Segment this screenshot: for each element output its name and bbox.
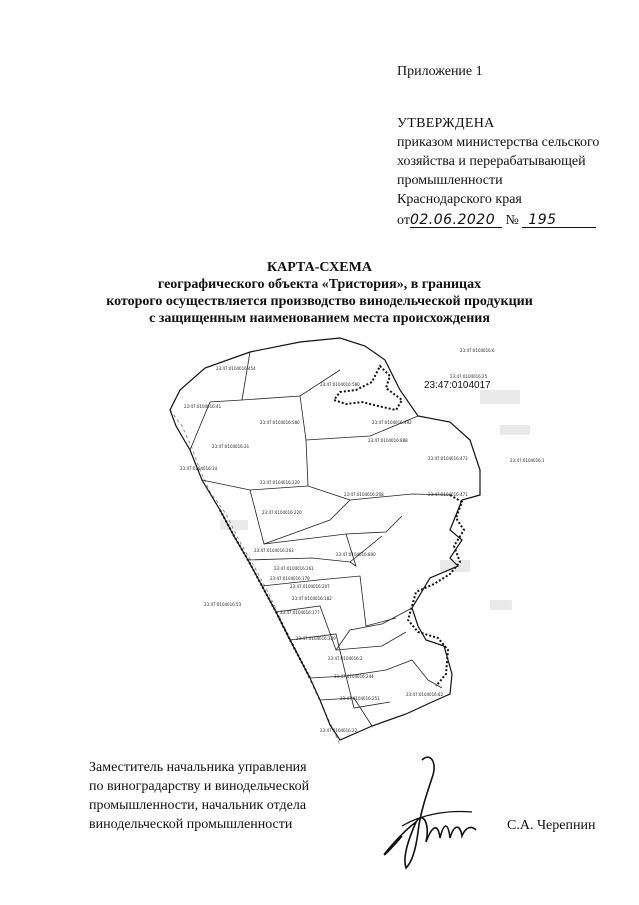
position-line-1: Заместитель начальника управления bbox=[89, 760, 307, 775]
approval-line-4: Краснодарского края bbox=[397, 192, 522, 207]
svg-text:23:47:0104016:220: 23:47:0104016:220 bbox=[262, 510, 302, 515]
number-prefix: № bbox=[505, 213, 519, 228]
svg-text:23:47:0104016:329: 23:47:0104016:329 bbox=[296, 636, 336, 641]
order-date: 02.06.2020 bbox=[410, 213, 502, 228]
parcel-lines bbox=[190, 352, 450, 726]
parcel-labels bbox=[180, 348, 545, 733]
svg-text:23:47:0104016:6: 23:47:0104016:6 bbox=[460, 348, 495, 353]
dotted-contour-right bbox=[408, 495, 464, 686]
svg-text:23:47:0104016:580: 23:47:0104016:580 bbox=[260, 420, 300, 425]
outer-boundary bbox=[170, 338, 480, 740]
svg-text:23:47:0104016:2: 23:47:0104016:2 bbox=[328, 656, 363, 661]
svg-text:23:47:0104016:220: 23:47:0104016:220 bbox=[260, 480, 300, 485]
title-line-3: с защищенным наименованием места происхождения bbox=[149, 311, 490, 326]
svg-text:23:47:0104016:251: 23:47:0104016:251 bbox=[340, 696, 380, 701]
svg-text:23:47:0104016:22: 23:47:0104016:22 bbox=[320, 728, 358, 733]
svg-text:23:47:0104016:208: 23:47:0104016:208 bbox=[344, 492, 384, 497]
left-boundary-dashed bbox=[170, 410, 340, 745]
title-heading: КАРТА-СХЕМА bbox=[267, 260, 372, 275]
date-prefix: от bbox=[397, 213, 410, 228]
svg-text:23:47:0104016:25: 23:47:0104016:25 bbox=[450, 374, 488, 379]
svg-text:23:47:0104016:41: 23:47:0104016:41 bbox=[184, 404, 222, 409]
svg-text:23:47:0104016:471: 23:47:0104016:471 bbox=[428, 492, 468, 497]
approval-block bbox=[397, 62, 627, 230]
position-line-4: винодельческой промышленности bbox=[89, 817, 293, 832]
approved-label: УТВЕРЖДЕНА bbox=[397, 116, 495, 131]
svg-text:23:47:0104016:207: 23:47:0104016:207 bbox=[290, 584, 330, 589]
main-parcel-label: 23:47:0104017 bbox=[424, 380, 491, 391]
svg-text:23:47:0104016:177: 23:47:0104016:177 bbox=[280, 610, 320, 615]
svg-text:23:47:0104016:454: 23:47:0104016:454 bbox=[216, 366, 256, 371]
appendix-label: Приложение 1 bbox=[397, 64, 483, 79]
position-line-2: по виноградарству и винодельческой bbox=[89, 779, 310, 794]
svg-text:23:47:0104016:580: 23:47:0104016:580 bbox=[320, 382, 360, 387]
title-line-1: географического объекта «Тристория», в границах bbox=[157, 277, 482, 292]
svg-text:23:47:0104016:473: 23:47:0104016:473 bbox=[428, 456, 468, 461]
svg-text:23:47:0104016:263: 23:47:0104016:263 bbox=[254, 548, 294, 553]
title-line-2: которого осуществляется производство винодельческой продукции bbox=[106, 294, 533, 309]
svg-text:23:47:0104016:53: 23:47:0104016:53 bbox=[204, 602, 242, 607]
svg-text:23:47:0104016:888: 23:47:0104016:888 bbox=[368, 438, 408, 443]
svg-text:23:47:0104016:179: 23:47:0104016:179 bbox=[270, 576, 310, 581]
position-line-3: промышленности, начальник отдела bbox=[89, 798, 307, 813]
svg-text:23:47:0104016:244: 23:47:0104016:244 bbox=[334, 674, 374, 679]
approval-line-2: хозяйства и перерабатывающей bbox=[397, 154, 586, 169]
signer-name: С.А. Черепнин bbox=[507, 818, 596, 833]
map-scheme bbox=[150, 330, 630, 750]
handwritten-signature bbox=[372, 752, 482, 872]
approval-line-1: приказом министерства сельского bbox=[397, 135, 600, 150]
svg-text:23:47:0104016:492: 23:47:0104016:492 bbox=[372, 420, 412, 425]
svg-text:23:47:0104016:261: 23:47:0104016:261 bbox=[274, 566, 314, 571]
approval-line-3: промышленности bbox=[397, 173, 503, 188]
order-date-line bbox=[397, 211, 627, 230]
svg-text:23:47:0104016:82: 23:47:0104016:82 bbox=[406, 692, 444, 697]
order-number: 195 bbox=[522, 213, 596, 228]
svg-text:23:47:0104016:182: 23:47:0104016:182 bbox=[292, 596, 332, 601]
document-title bbox=[0, 259, 639, 327]
signatory-position bbox=[89, 758, 309, 834]
svg-text:23:47:0104016:34: 23:47:0104016:34 bbox=[180, 466, 218, 471]
svg-text:23:47:0104016:800: 23:47:0104016:800 bbox=[336, 552, 376, 557]
svg-text:23:47:0104016:1: 23:47:0104016:1 bbox=[510, 458, 545, 463]
svg-text:23:47:0104016:21: 23:47:0104016:21 bbox=[212, 444, 250, 449]
